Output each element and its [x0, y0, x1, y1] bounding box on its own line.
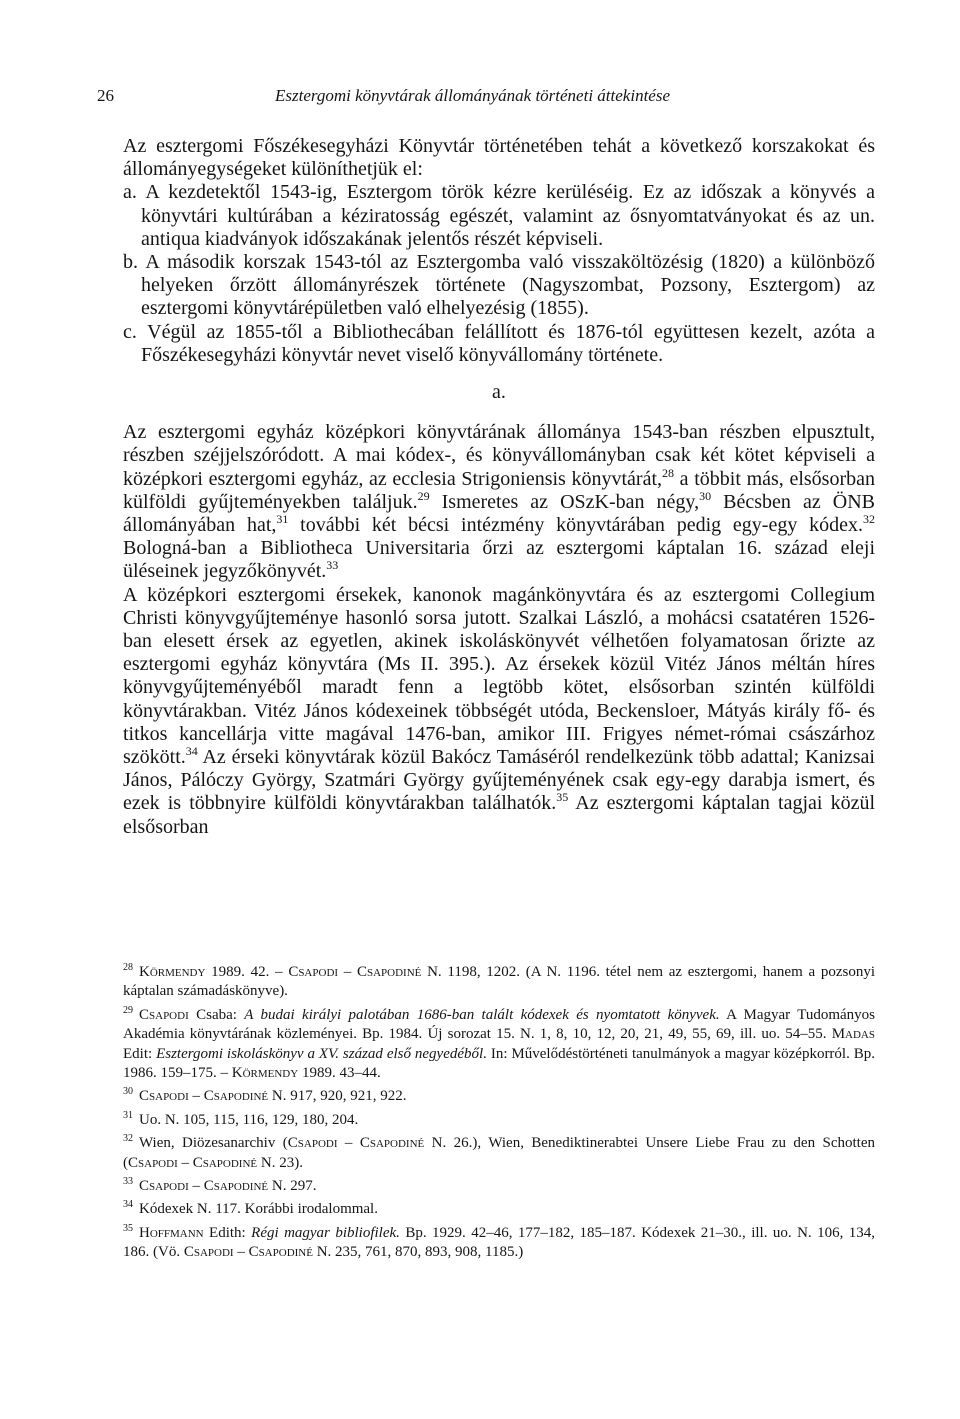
footnote-number: 29 — [123, 1004, 133, 1016]
footnote-number: 31 — [123, 1109, 133, 1121]
text-run: Bp. 1929. 42–46, 177–182, 185–187. Kódexek 21–30., ill. uo. N. 106, 134, 186. (Vö. — [123, 1224, 876, 1261]
footnote-number: 33 — [123, 1176, 133, 1188]
period-a — [123, 181, 875, 251]
footnote-28 — [123, 963, 875, 1002]
period-b — [123, 251, 875, 321]
author-name: Csapodi – Csapodiné — [128, 1154, 258, 1171]
text-run: 1989. 42. – — [205, 964, 289, 980]
text-run: Wien, Diözesanarchiv ( — [139, 1135, 288, 1152]
footnote-30 — [123, 1087, 875, 1106]
footnote-number: 30 — [123, 1086, 133, 1098]
main-text — [123, 135, 875, 839]
text-run: Bologná-ban a Bibliotheca Universitaria őrzi az esztergomi káptalan 16. század eleji üléseinek jegyzőkönyvét. — [123, 537, 875, 583]
text-run: A Magyar Tudományos Akadémia könyvtárának közleményei. Bp. 1984. Új sorozat 15. N. 1, 8, 10, 12, 20, 21, 49, 55, 69, ill. uo. 54–55. — [123, 1006, 876, 1043]
paragraph-library-losses — [123, 421, 875, 583]
page-number: 26 — [97, 86, 114, 105]
footnote-ref[interactable]: 33 — [326, 558, 339, 573]
period-c — [123, 321, 875, 367]
footnote-ref[interactable]: 34 — [185, 744, 198, 759]
text-run: N. 23). — [257, 1154, 303, 1171]
text-run: Bécsben az ÖNB állományában hat, — [123, 490, 876, 537]
footnote-ref[interactable]: 32 — [863, 512, 875, 527]
text-run: Edith: — [203, 1224, 252, 1241]
footnote-ref[interactable]: 35 — [556, 790, 569, 805]
text-run: a többit más, elsősorban külföldi gyűjteményekben találjuk. — [123, 467, 875, 513]
period-marker: a. — [123, 181, 137, 204]
text-run: 1989. 43–44. — [298, 1065, 381, 1082]
text-run: Edit: — [123, 1045, 157, 1062]
footnote-ref[interactable]: 30 — [699, 488, 712, 503]
author-name: Csapodi – Csapodiné — [287, 1135, 425, 1152]
footnote-ref[interactable]: 31 — [276, 512, 289, 527]
work-title: A budai királyi palotában 1686-ban talált kódexek és nyomtatott könyvek. — [244, 1006, 720, 1023]
period-marker: c. — [123, 320, 137, 343]
intro-paragraph: Az esztergomi Főszékesegyházi Könyvtár történetében tehát a következő korszakokat és állományegységeket különíthetjük el: — [123, 135, 875, 181]
work-title: Régi magyar bibliofilek. — [251, 1224, 400, 1241]
footnote-number: 32 — [123, 1133, 133, 1145]
author-name: Körmendy — [139, 964, 206, 980]
section-heading: a. — [492, 381, 506, 404]
period-text: Végül az 1855-től a Bibliothecában felállított és 1876-tól együttesen kezelt, azóta a Főszékesegyházi könyvtár nevet viselő könyvállomány története. — [141, 320, 876, 366]
footnote-ref[interactable]: 28 — [662, 465, 675, 480]
text-run: Ismeretes az OSzK-ban négy, — [429, 490, 700, 513]
author-name: Csapodi – Csapodiné — [139, 1088, 269, 1105]
text-run: Uo. N. 105, 115, 116, 129, 180, 204. — [139, 1111, 359, 1128]
text-run: N. 26.), Wien, Benediktinerabtei Unsere Liebe Frau zu den Schotten ( — [123, 1135, 875, 1171]
period-marker: b. — [123, 251, 138, 274]
footnote-number: 34 — [123, 1199, 133, 1211]
author-name: Csapodi – Csapodiné — [183, 1244, 313, 1261]
footnote-34 — [123, 1200, 875, 1219]
text-run: Az érseki könyvtárak közül Bakócz Tamáséról rendelkezünk több adattal; Kanizsai János, Pálóczy György, Szatmári György gyűjteményének csak egy-egy darabja ismert, és ezek is többnyire külföldi könyvtárakban találhatók. — [123, 746, 875, 815]
author-name: Csapodi – Csapodiné — [139, 1178, 269, 1195]
text-run: további két bécsi intézmény könyvtárában pedig egy-egy kódex. — [288, 514, 863, 537]
footnote-32 — [123, 1134, 875, 1173]
running-title: Esztergomi könyvtárak állományának történeti áttekintése — [275, 86, 670, 105]
text-run: N. 917, 920, 921, 922. — [268, 1088, 407, 1105]
text-run: Kódexek N. 117. Korábbi irodalommal. — [139, 1201, 378, 1218]
text-run: N. 297. — [268, 1178, 317, 1195]
footnote-ref[interactable]: 29 — [417, 488, 430, 503]
footnote-33 — [123, 1177, 875, 1196]
period-text: A második korszak 1543-tól az Esztergomba való visszaköltözésig (1820) a különböző helyeken őrzött állományrészek története (Nagyszombat, Pozsony, Esztergom) az esztergomi könyvtárépületben való elhelyezésig (1855). — [141, 251, 875, 320]
text-run: A középkori esztergomi érsekek, kanonok magánkönyvtára és az esztergomi Collegium Christi könyvgyűjteménye hasonló sorsa jutott. Szalkai László, a mohácsi csatatéren 1526-ban elesett érsek az egyetlen, akinek iskoláskönyvét vélhetően folyamatosan őrizte az esztergomi egyház könyvtára (Ms II. 395.). Az érsekek közül Vitéz János méltán híres könyvgyűjteményéből maradt fenn a legtöbb kötet, elsősorban szintén külföldi könyvtárakban. Vitéz János kódexeinek többségét utóda, Beckensloer, Mátyás király fő- és titkos kancellárja vitte magával 1476-ban, amikor III. Frigyes német-római császárhoz szökött. — [123, 583, 875, 769]
author-name: Körmendy — [231, 1065, 299, 1082]
text-run: N. 1198, 1202. (A N. 1196. tétel nem az esztergomi, hanem a pozsonyi káptalan számadáskönyve). — [123, 964, 875, 1000]
paragraph-archbishops — [123, 584, 875, 839]
footnote-number: 28 — [123, 962, 133, 973]
text-run: N. 235, 761, 870, 893, 908, 1185.) — [312, 1244, 524, 1261]
author-name: Csapodi — [139, 1006, 189, 1023]
text-run: Az esztergomi egyház középkori könyvtárának állománya 1543-ban részben elpusztult, részben széjjelszóródott. A mai kódex-, és könyvállományban csak két kötet képviseli a középkori esztergomi egyház, az ecclesia Strigoniensis könyvtárát, — [123, 421, 875, 490]
author-name: Hoffmann — [139, 1224, 204, 1241]
footnote-number: 35 — [123, 1222, 133, 1234]
text-run: Csaba: — [188, 1006, 245, 1023]
footnote-35 — [123, 1224, 875, 1263]
text-run: In: Művelődéstörténeti tanulmányok a magyar középkorról. Bp. 1986. 159–175. – — [123, 1045, 876, 1082]
text-run: Az esztergomi káptalan tagjai közül elsősorban — [123, 792, 876, 838]
author-name: Madas — [831, 1026, 875, 1043]
footnote-29 — [123, 1006, 875, 1084]
author-name: Csapodi – Csapodiné — [288, 964, 422, 980]
footnote-31 — [123, 1111, 875, 1130]
footnotes — [123, 963, 875, 1267]
period-text: A kezdetektől 1543-ig, Esztergom török kézre kerüléséig. Ez az időszak a könyvés a könyvtári kultúrában a kéziratosság egészét, valamint az ősnyomtatványokat és az un. antiqua kiadványok időszakának jelentős részét képviseli. — [141, 181, 876, 250]
work-title: Esztergomi iskoláskönyv a XV. század első negyedéből. — [156, 1045, 487, 1062]
